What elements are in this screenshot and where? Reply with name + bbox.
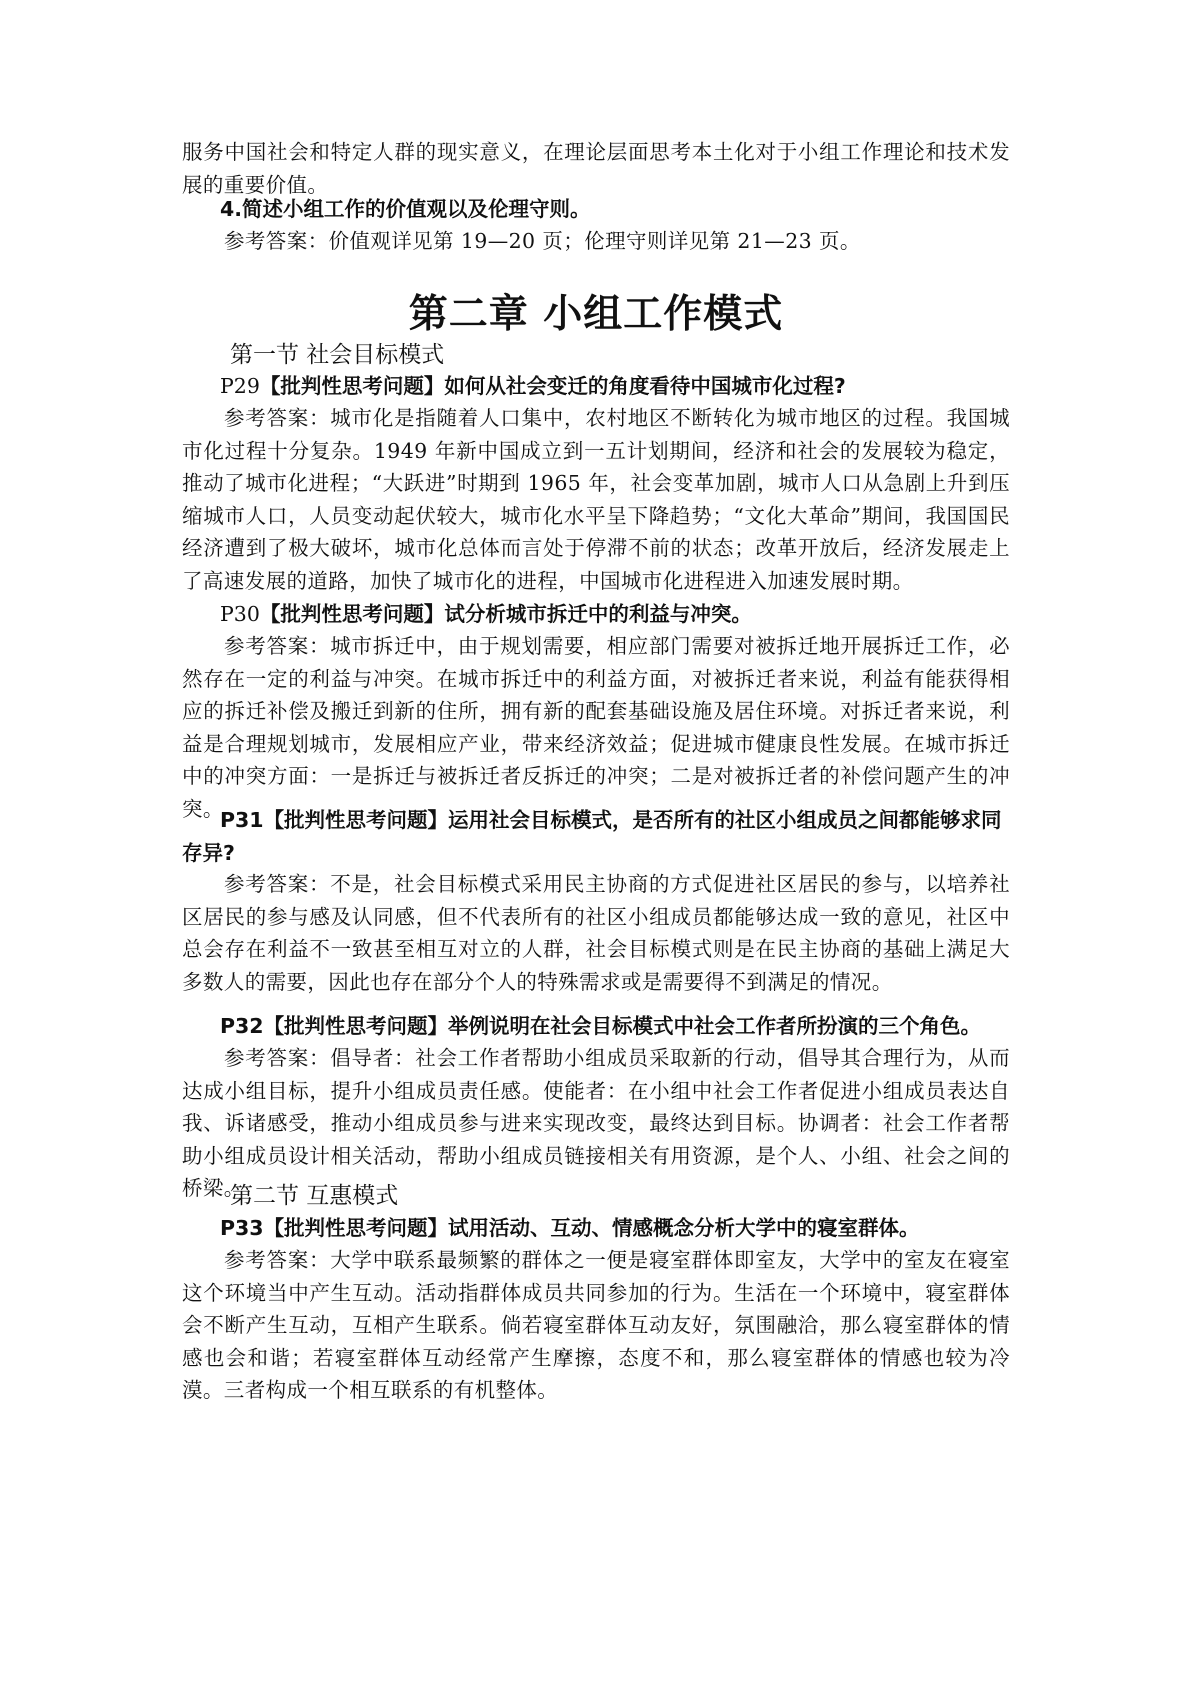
answer-p30: 参考答案：城市拆迁中，由于规划需要，相应部门需要对被拆迁地开展拆迁工作，必然存在一定的利益与冲突。在城市拆迁中的利益方面，对被拆迁者来说，利益有能获得相应的拆迁补偿及搬迁到新的住所，拥有新的配套基础设施及居住环境。对拆迁者来说，利益是合理规划城市，发展相应产业，带来经济效益；促进城市健康良性发展。在城市拆迁中的冲突方面：一是拆迁与被拆迁者反拆迁的冲突；二是对被拆迁者的补偿问题产生的冲突。	[182, 634, 1010, 821]
intro-paragraph: 服务中国社会和特定人群的现实意义，在理论层面思考本土化对于小组工作理论和技术发展的重要价值。	[182, 140, 1010, 197]
question-text: 【批判性思考问题】运用社会目标模式，是否所有的社区小组成员之间都能够求同存异?	[182, 808, 1002, 865]
question-p31	[182, 804, 1010, 869]
question-text: 【批判性思考问题】试用活动、互动、情感概念分析大学中的寝室群体。	[263, 1216, 920, 1240]
question-text: 【批判性思考问题】举例说明在社会目标模式中社会工作者所扮演的三个角色。	[263, 1014, 982, 1038]
answer-p31: 参考答案：不是，社会目标模式采用民主协商的方式促进社区居民的参与，以培养社区居民的参与感及认同感，但不代表所有的社区小组成员都能够达成一致的意见，社区中总会存在利益不一致甚至相互对立的人群，社会目标模式则是在民主协商的基础上满足大多数人的需要，因此也存在部分个人的特殊需求或是需要得不到满足的情况。	[182, 872, 1010, 994]
section-1-title: 第一节 社会目标模式	[230, 342, 445, 368]
question-text: 【批判性思考问题】如何从社会变迁的角度看待中国城市化过程?	[259, 374, 846, 398]
answer-p29: 参考答案：城市化是指随着人口集中，农村地区不断转化为城市地区的过程。我国城市化过程十分复杂。1949 年新中国成立到一五计划期间，经济和社会的发展较为稳定，推动了城市化进程；“大跃进”时期到 1965 年，社会变革加剧，城市人口从急剧上升到压缩城市人口，人员变动起伏较大，城市化水平呈下降趋势；“文化大革命”期间，我国国民经济遭到了极大破坏，城市化总体而言处于停滞不前的状态；改革开放后，经济发展走上了高速发展的道路，加快了城市化的进程，中国城市化进程进入加速发展时期。	[182, 406, 1010, 593]
question-p32	[182, 1010, 1010, 1043]
page-ref: P30	[220, 602, 260, 626]
answer-p32: 参考答案：倡导者：社会工作者帮助小组成员采取新的行动，倡导其合理行为，从而达成小组目标，提升小组成员责任感。使能者：在小组中社会工作者促进小组成员表达自我、诉诸感受，推动小组成员参与进来实现改变，最终达到目标。协调者：社会工作者帮助小组成员设计相关活动，帮助小组成员链接相关有用资源，是个人、小组、社会之间的桥梁。	[182, 1046, 1010, 1200]
chapter-title: 第二章 小组工作模式	[408, 292, 784, 337]
question-4: 4.简述小组工作的价值观以及伦理守则。	[220, 197, 591, 221]
section-2-title: 第二节 互惠模式	[230, 1183, 399, 1209]
page-ref: P31	[220, 808, 264, 832]
answer-p33: 参考答案：大学中联系最频繁的群体之一便是寝室群体即室友，大学中的室友在寝室这个环境当中产生互动。活动指群体成员共同参加的行为。生活在一个环境中，寝室群体会不断产生互动，互相产生联系。倘若寝室群体互动友好，氛围融洽，那么寝室群体的情感也会和谐；若寝室群体互动经常产生摩擦，态度不和，那么寝室群体的情感也较为冷漠。三者构成一个相互联系的有机整体。	[182, 1248, 1010, 1402]
page-ref: P32	[220, 1014, 264, 1038]
answer-4: 参考答案：价值观详见第 19—20 页；伦理守则详见第 21—23 页。	[224, 229, 861, 253]
page-ref: P29	[220, 374, 260, 398]
question-p29	[182, 370, 1010, 403]
page-ref: P33	[220, 1216, 264, 1240]
question-text: 【批判性思考问题】试分析城市拆迁中的利益与冲突。	[259, 602, 752, 626]
question-p30	[182, 598, 1010, 631]
question-p33	[182, 1212, 1010, 1245]
